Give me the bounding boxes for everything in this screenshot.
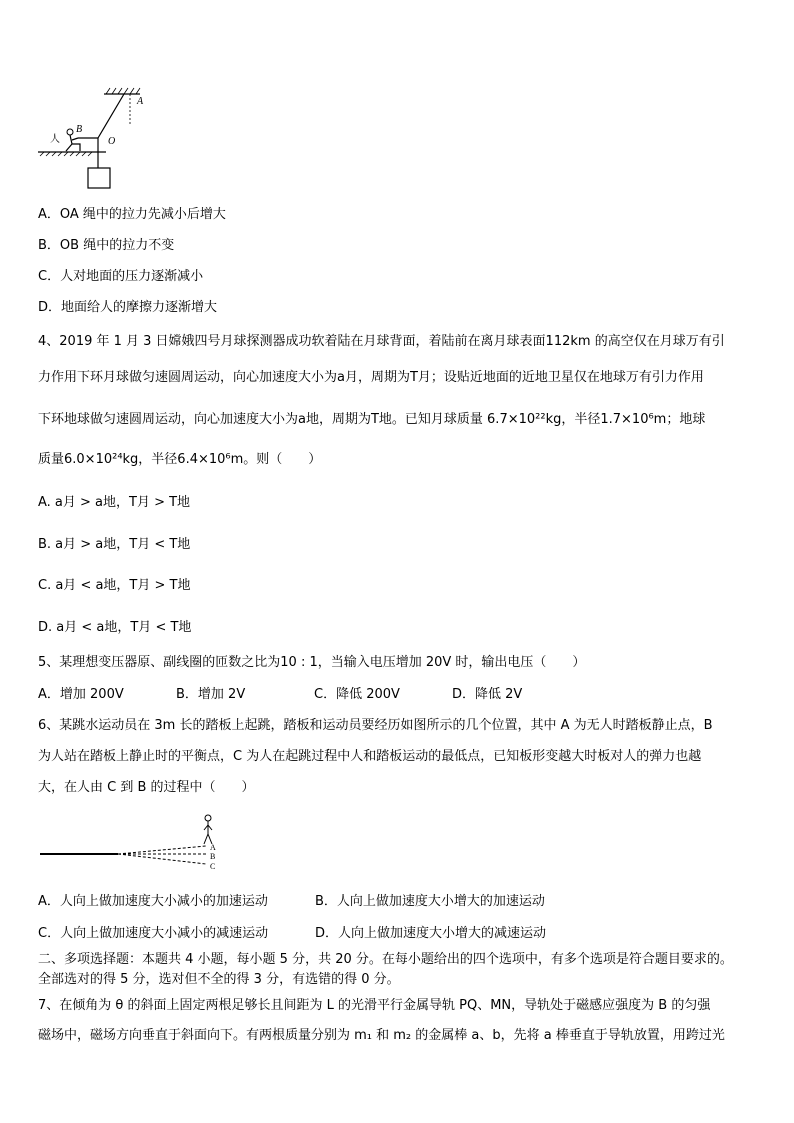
label-person: 人 bbox=[50, 134, 60, 145]
q7-stem-line2: 磁场中，磁场方向垂直于斜面向下。有两根质量分别为 m₁ 和 m₂ 的金属棒 a、b，先将 a 棒垂直于导轨放置，用跨过光 bbox=[38, 1028, 725, 1043]
label-B: B bbox=[76, 124, 83, 135]
board-label-A: A bbox=[210, 843, 216, 852]
board-label-C: C bbox=[210, 862, 216, 871]
q6-option-a: A．人向上做加速度大小减小的加速运动 bbox=[38, 894, 268, 909]
q7-stem-line1: 7、在倾角为 θ 的斜面上固定两根足够长且间距为 L 的光滑平行金属导轨 PQ、MN，导轨处于磁感应强度为 B 的匀强 bbox=[38, 998, 711, 1013]
q4-option-a: A. a月 > a地，T月 > T地 bbox=[38, 495, 191, 510]
q5-stem: 5、某理想变压器原、副线圈的匝数之比为10 : 1，当输入电压增加 20V 时，输出电压（ ） bbox=[38, 655, 586, 670]
section2-heading-line2: 全部选对的得 5 分，选对但不全的得 3 分，有选错的得 0 分。 bbox=[38, 972, 400, 987]
q4-option-b: B. a月 > a地，T月 < T地 bbox=[38, 537, 191, 552]
q4-stem-line2: 力作用下环月球做匀速圆周运动，向心加速度大小为a月，周期为T月；设贴近地面的近地卫星仅在地球万有引力作用 bbox=[38, 370, 704, 385]
q6-stem-line1: 6、某跳水运动员在 3m 长的踏板上起跳，踏板和运动员要经历如图所示的几个位置，其中 A 为无人时踏板静止点，B bbox=[38, 718, 713, 733]
q3-option-c: C．人对地面的压力逐渐减小 bbox=[38, 269, 204, 284]
q6-option-d: D．人向上做加速度大小增大的减速运动 bbox=[315, 926, 547, 941]
q3-option-b: B．OB 绳中的拉力不变 bbox=[38, 238, 175, 253]
q5-option-c: C．降低 200V bbox=[314, 687, 400, 702]
rope-person-figure bbox=[36, 86, 166, 192]
q4-option-d: D. a月 < a地，T月 < T地 bbox=[38, 620, 192, 635]
q4-stem-line1: 4、2019 年 1 月 3 日嫦娥四号月球探测器成功软着陆在月球背面，着陆前在离月球表面112km 的高空仅在月球万有引 bbox=[38, 334, 725, 349]
section2-heading-line1: 二、多项选择题：本题共 4 小题，每小题 5 分，共 20 分。在每小题给出的四个选项中，有多个选项是符合题目要求的。 bbox=[38, 952, 733, 967]
label-A: A bbox=[137, 96, 144, 107]
q6-stem-line3: 大，在人由 C 到 B 的过程中（ ） bbox=[38, 780, 255, 795]
q6-option-b: B．人向上做加速度大小增大的加速运动 bbox=[315, 894, 545, 909]
diving-board-figure bbox=[38, 812, 238, 878]
q3-option-a: A．OA 绳中的拉力先减小后增大 bbox=[38, 207, 226, 222]
board-label-B: B bbox=[210, 852, 216, 861]
q5-option-d: D．降低 2V bbox=[452, 687, 523, 702]
q5-option-a: A．增加 200V bbox=[38, 687, 124, 702]
q6-stem-line2: 为人站在踏板上静止时的平衡点，C 为人在起跳过程中人和踏板运动的最低点，已知板形变越大时板对人的弹力也越 bbox=[38, 749, 702, 764]
q4-stem-line3: 下环地球做匀速圆周运动，向心加速度大小为a地，周期为T地。已知月球质量 6.7×10²²kg，半径1.7×10⁶m；地球 bbox=[38, 412, 706, 427]
label-O: O bbox=[108, 136, 116, 147]
q5-option-b: B．增加 2V bbox=[176, 687, 246, 702]
q3-option-d: D．地面给人的摩擦力逐渐增大 bbox=[38, 300, 218, 315]
q4-stem-line4: 质量6.0×10²⁴kg，半径6.4×10⁶m。则（ ） bbox=[38, 452, 322, 467]
q4-option-c: C. a月 < a地，T月 > T地 bbox=[38, 578, 191, 593]
q6-option-c: C．人向上做加速度大小减小的减速运动 bbox=[38, 926, 269, 941]
